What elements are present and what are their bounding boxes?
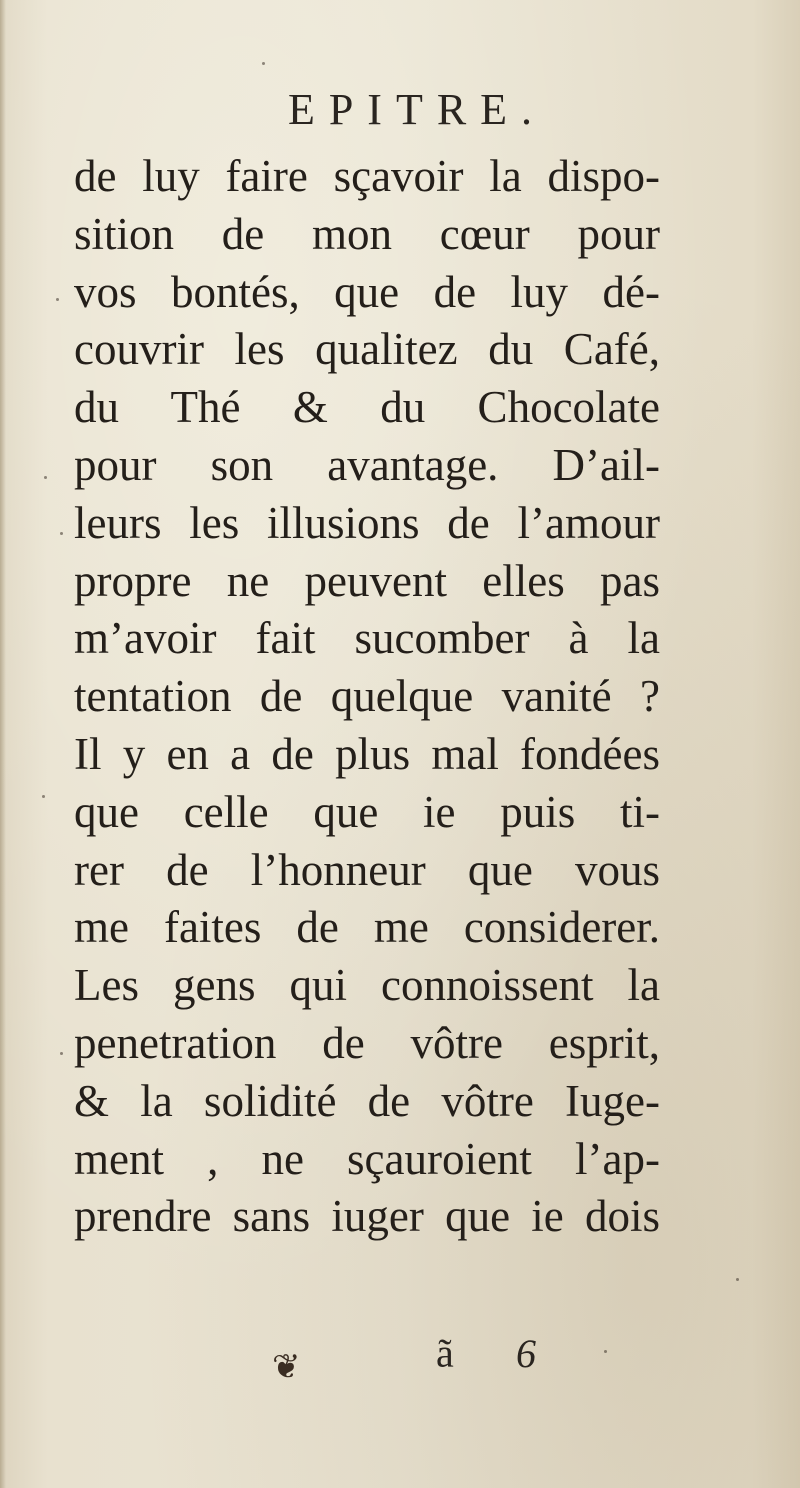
text-line: vos bontés, que de luy dé- <box>74 266 660 317</box>
text-line: ment , ne sçauroient l’ap- <box>74 1133 660 1184</box>
paper-speck <box>42 795 45 798</box>
paper-speck <box>56 298 59 301</box>
text-line: propre ne peuvent elles pas <box>74 555 660 606</box>
paper-speck <box>262 62 265 65</box>
text-line: pour son avantage. D’ail- <box>74 439 660 490</box>
text-line: m’avoir fait sucomber à la <box>74 613 660 664</box>
body-text <box>74 148 660 1246</box>
signature-letter: ã <box>436 1331 454 1376</box>
paper-speck <box>736 1278 739 1281</box>
paper-speck <box>60 532 63 535</box>
running-head: EPITRE. <box>287 85 547 134</box>
signature-mark <box>436 1330 576 1380</box>
text-line: couvrir les qualitez du Café, <box>74 324 660 375</box>
text-line: prendre sans iuger que ie dois <box>74 1191 660 1242</box>
text-line: penetration de vôtre esprit, <box>74 1017 660 1068</box>
text-line: me faites de me considerer. <box>74 902 660 953</box>
paper-speck <box>60 1052 63 1055</box>
page-left-edge <box>0 0 6 1488</box>
text-line: de luy faire sçavoir la dispo- <box>74 151 660 201</box>
paper-speck <box>44 476 47 479</box>
signature-number: 6 <box>516 1331 536 1376</box>
text-line: & la solidité de vôtre Iuge- <box>74 1075 660 1126</box>
text-line: tentation de quelque vanité ? <box>74 671 660 722</box>
text-line: Il y en a de plus mal fondées <box>74 728 660 779</box>
paper-speck <box>604 1350 607 1353</box>
text-line: sition de mon cœur pour <box>74 208 660 259</box>
text-line: leurs les illusions de l’amour <box>74 497 660 548</box>
text-line: que celle que ie puis ti- <box>74 786 660 837</box>
text-line: Les gens qui connoissent la <box>74 960 660 1011</box>
printer-ornament-icon: ❦ <box>272 1347 301 1387</box>
text-line: du Thé & du Chocolate <box>74 382 660 433</box>
text-line: rer de l’honneur que vous <box>74 844 660 895</box>
